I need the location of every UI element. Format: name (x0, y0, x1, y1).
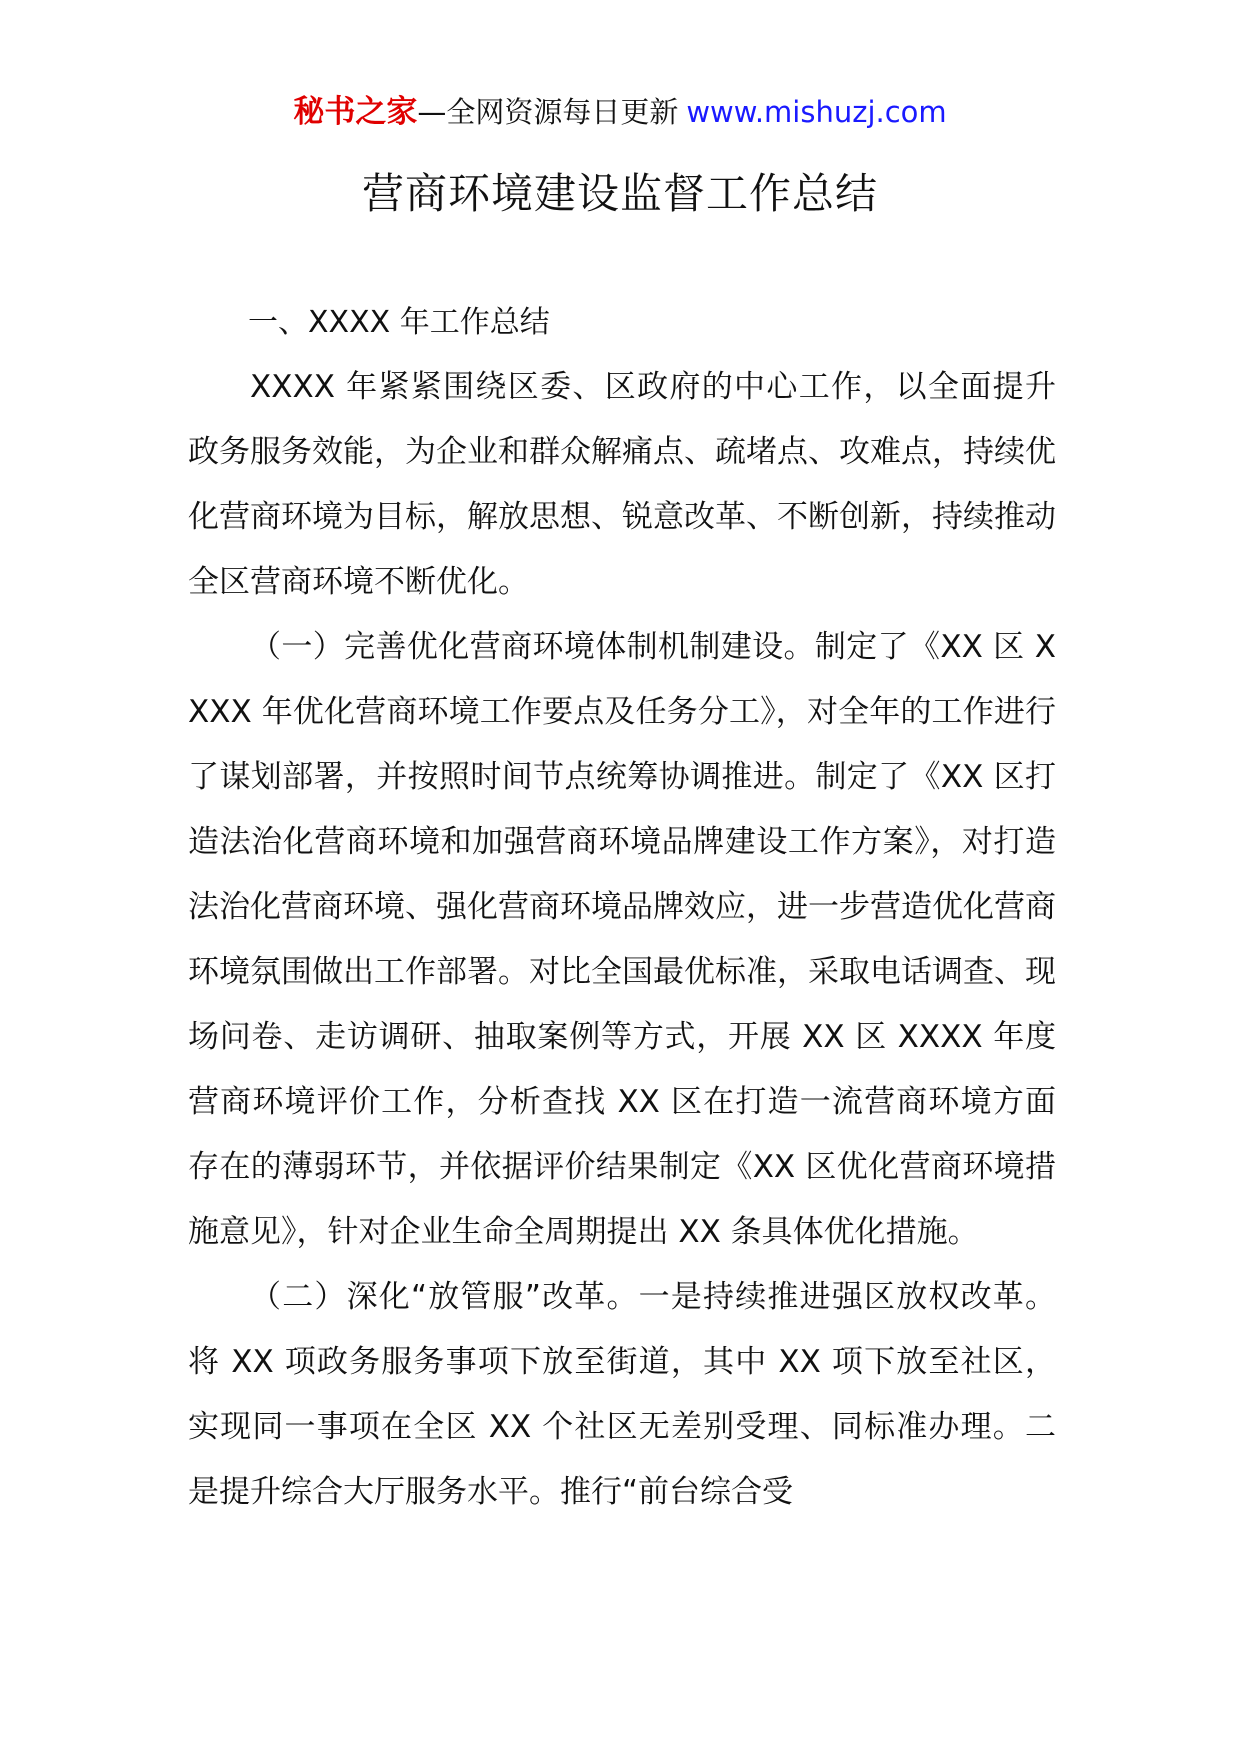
body-paragraph: XXXX 年紧紧围绕区委、区政府的中心工作，以全面提升政务服务效能，为企业和群众解痛点、疏堵点、攻难点，持续优化营商环境为目标，解放思想、锐意改革、不断创新，持续推动全区营商环境不断优化。 (188, 369, 1056, 600)
site-brand: 秘书之家 (293, 94, 418, 130)
section-heading: 一、XXXX 年工作总结 (248, 305, 550, 340)
document-body (188, 290, 1056, 1525)
site-url-link[interactable]: www.mishuzj.com (686, 95, 947, 129)
body-paragraph: （二）深化“放管服”改革。一是持续推进强区放权改革。将 XX 项政务服务事项下放至街道，其中 XX 项下放至社区，实现同一事项在全区 XX 个社区无差别受理、同标准办理。二是提升综合大厅服务水平。推行“前台综合受 (188, 1279, 1056, 1510)
site-header (0, 92, 1240, 132)
document-title: 营商环境建设监督工作总结 (361, 169, 878, 218)
body-paragraph: （一）完善优化营商环境体制机制建设。制定了《XX 区 XXXX 年优化营商环境工作要点及任务分工》，对全年的工作进行了谋划部署，并按照时间节点统筹协调推进。制定了《XX 区打造法治化营商环境和加强营商环境品牌建设工作方案》，对打造法治化营商环境、强化营商环境品牌效应，进一步营造优化营商环境氛围做出工作部署。对比全国最优标准，采取电话调查、现场问卷、走访调研、抽取案例等方式，开展 XX 区 XXXX 年度营商环境评价工作，分析查找 XX 区在打造一流营商环境方面存在的薄弱环节，并依据评价结果制定《XX 区优化营商环境措施意见》，针对企业生命全周期提出 XX 条具体优化措施。 (188, 629, 1056, 1250)
site-slogan: —全网资源每日更新 (417, 95, 679, 129)
